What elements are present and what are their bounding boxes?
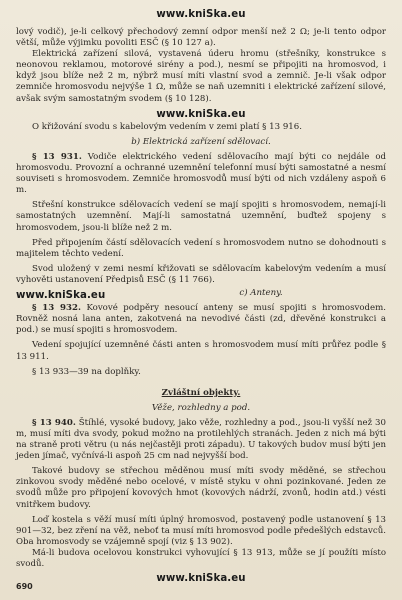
paragraph-2: Elektrická zařízení silová, vystavená úderu hromu (střešníky, konstrukce s neonovou reklamou, motorové sirény a pod.), nesmí se připojiti na hromosvod, i když jsou blíže než 2 m, nýbrž musí míti vlastní svod a zemnič. Je-li však odpor zemniče hromosvodu nejvýše 1 Ω, může se naň uzemniti i elektrické zařízení silové, avšak svým samostatným svodem (§ 10 128). [16,49,386,104]
paragraph-9: Vedení spojující uzemněné části anten s hromosvodem musí míti průřez podle § 13 911. [16,340,386,362]
section-number-13940: § 13 940. [32,417,76,428]
paragraph-7: Svod uložený v zemi nesmí křižovati se sdělovacím kabelovým vedením a musí vyhověti ustanovení Předpisů ESČ (§ 11 766). [16,263,386,285]
page-body [16,27,386,570]
section-number-13932: § 13 932. [32,303,81,314]
paragraph-8-text: Kovové podpěry nesoucí anteny se musí spojiti s hromosvodem. Rovněž nosná lana anten, zakotvená na nevodivé části (zd, dřevěné konstrukci a pod.) se musí spojiti s hromosvodem. [16,303,386,336]
paragraph-11 [16,418,386,462]
subsection-heading-towers: Věže, rozhledny a pod. [151,402,251,413]
paragraph-8 [16,303,386,336]
paragraph-3: O křižování svodu s kabelovým vedením v zemi platí § 13 916. [32,121,302,132]
page-number: 690 [16,582,33,591]
watermark-top: www.kniSka.eu [156,9,246,20]
watermark-inline-2: www.kniSka.eu [16,289,106,301]
section-heading-c: c) Anteny. [239,288,283,299]
paragraph-12: Takové budovy se střechou měděnou musí míti svody měděné, se střechou zinkovou svody měděné nebo ocelové, v místě styku v ohni pozinkované. Jeden ze svodů může pro připojení kovových hmot (kovových nádrží, zvonů, hodin atd.) vésti vnitřkem budovy. [16,466,386,510]
paragraph-6: Před připojením částí sdělovacích vedení s hromosvodem nutno se dohodnouti s majitelem těchto vedení. [16,237,386,259]
section-heading-b: b) Elektrická zařízení sdělovací. [131,136,271,147]
paragraph-1: lový vodič), je-li celkový přechodový zemní odpor menší než 2 Ω; je-li tento odpor větší, může výjimku povoliti ESČ (§ 10 127 a). [16,27,386,49]
paragraph-4-text: Vodiče elektrického vedení sdělovacího mají býti co nejdále od hromosvodu. Provozní a ochranné uzemnění telefonní musí býti samostatné a nesmí souviseti s hromosvodem. Zemniče hromosvodů musí býti od nich vzdáleny aspoň 6 m. [16,151,386,196]
watermark-inline-1: www.kniSka.eu [156,108,246,120]
paragraph-10: § 13 933—39 na doplňky. [32,366,141,377]
watermark-bottom: www.kniSka.eu [156,573,246,584]
section-heading-special: Zvláštní objekty. [161,387,241,398]
section-number-13931: § 13 931. [32,151,82,162]
paragraph-5: Střešní konstrukce sdělovacích vedení se mají spojiti s hromosvodem, nemají-li samostatných uzemnění. Mají-li samostatná uzemnění, buďtež spojeny s hromosvodem, jsou-li blíže než 2 m. [16,200,386,233]
paragraph-13: Loď kostela s věží musí míti úplný hromosvod, postavený podle ustanovení § 13 901—32, bez zření na věž, neboť ta musí míti hromosvod podle předešlých edstavců. Oba hromosvody se vzájemně spojí (viz § 13 902). [16,514,386,547]
paragraph-11-text: Štíhlé, vysoké budovy, jako věže, rozhledny a pod., jsou-li vyšší než 30 m, musí míti dva svody, pokud možno na protilehlých stranách. Jeden z nich má býti na straně proti větru (u nás nejčastěji proti západu). U takových budov musí býti jen jeden jímač, vyčnívá-li aspoň 25 cm nad nejvyšší bod. [16,417,386,462]
paragraph-4 [16,152,386,196]
paragraph-14: Má-li budova ocelovou konstrukci vyhovující § 13 913, může se jí použíti místo svodů. [16,547,386,570]
